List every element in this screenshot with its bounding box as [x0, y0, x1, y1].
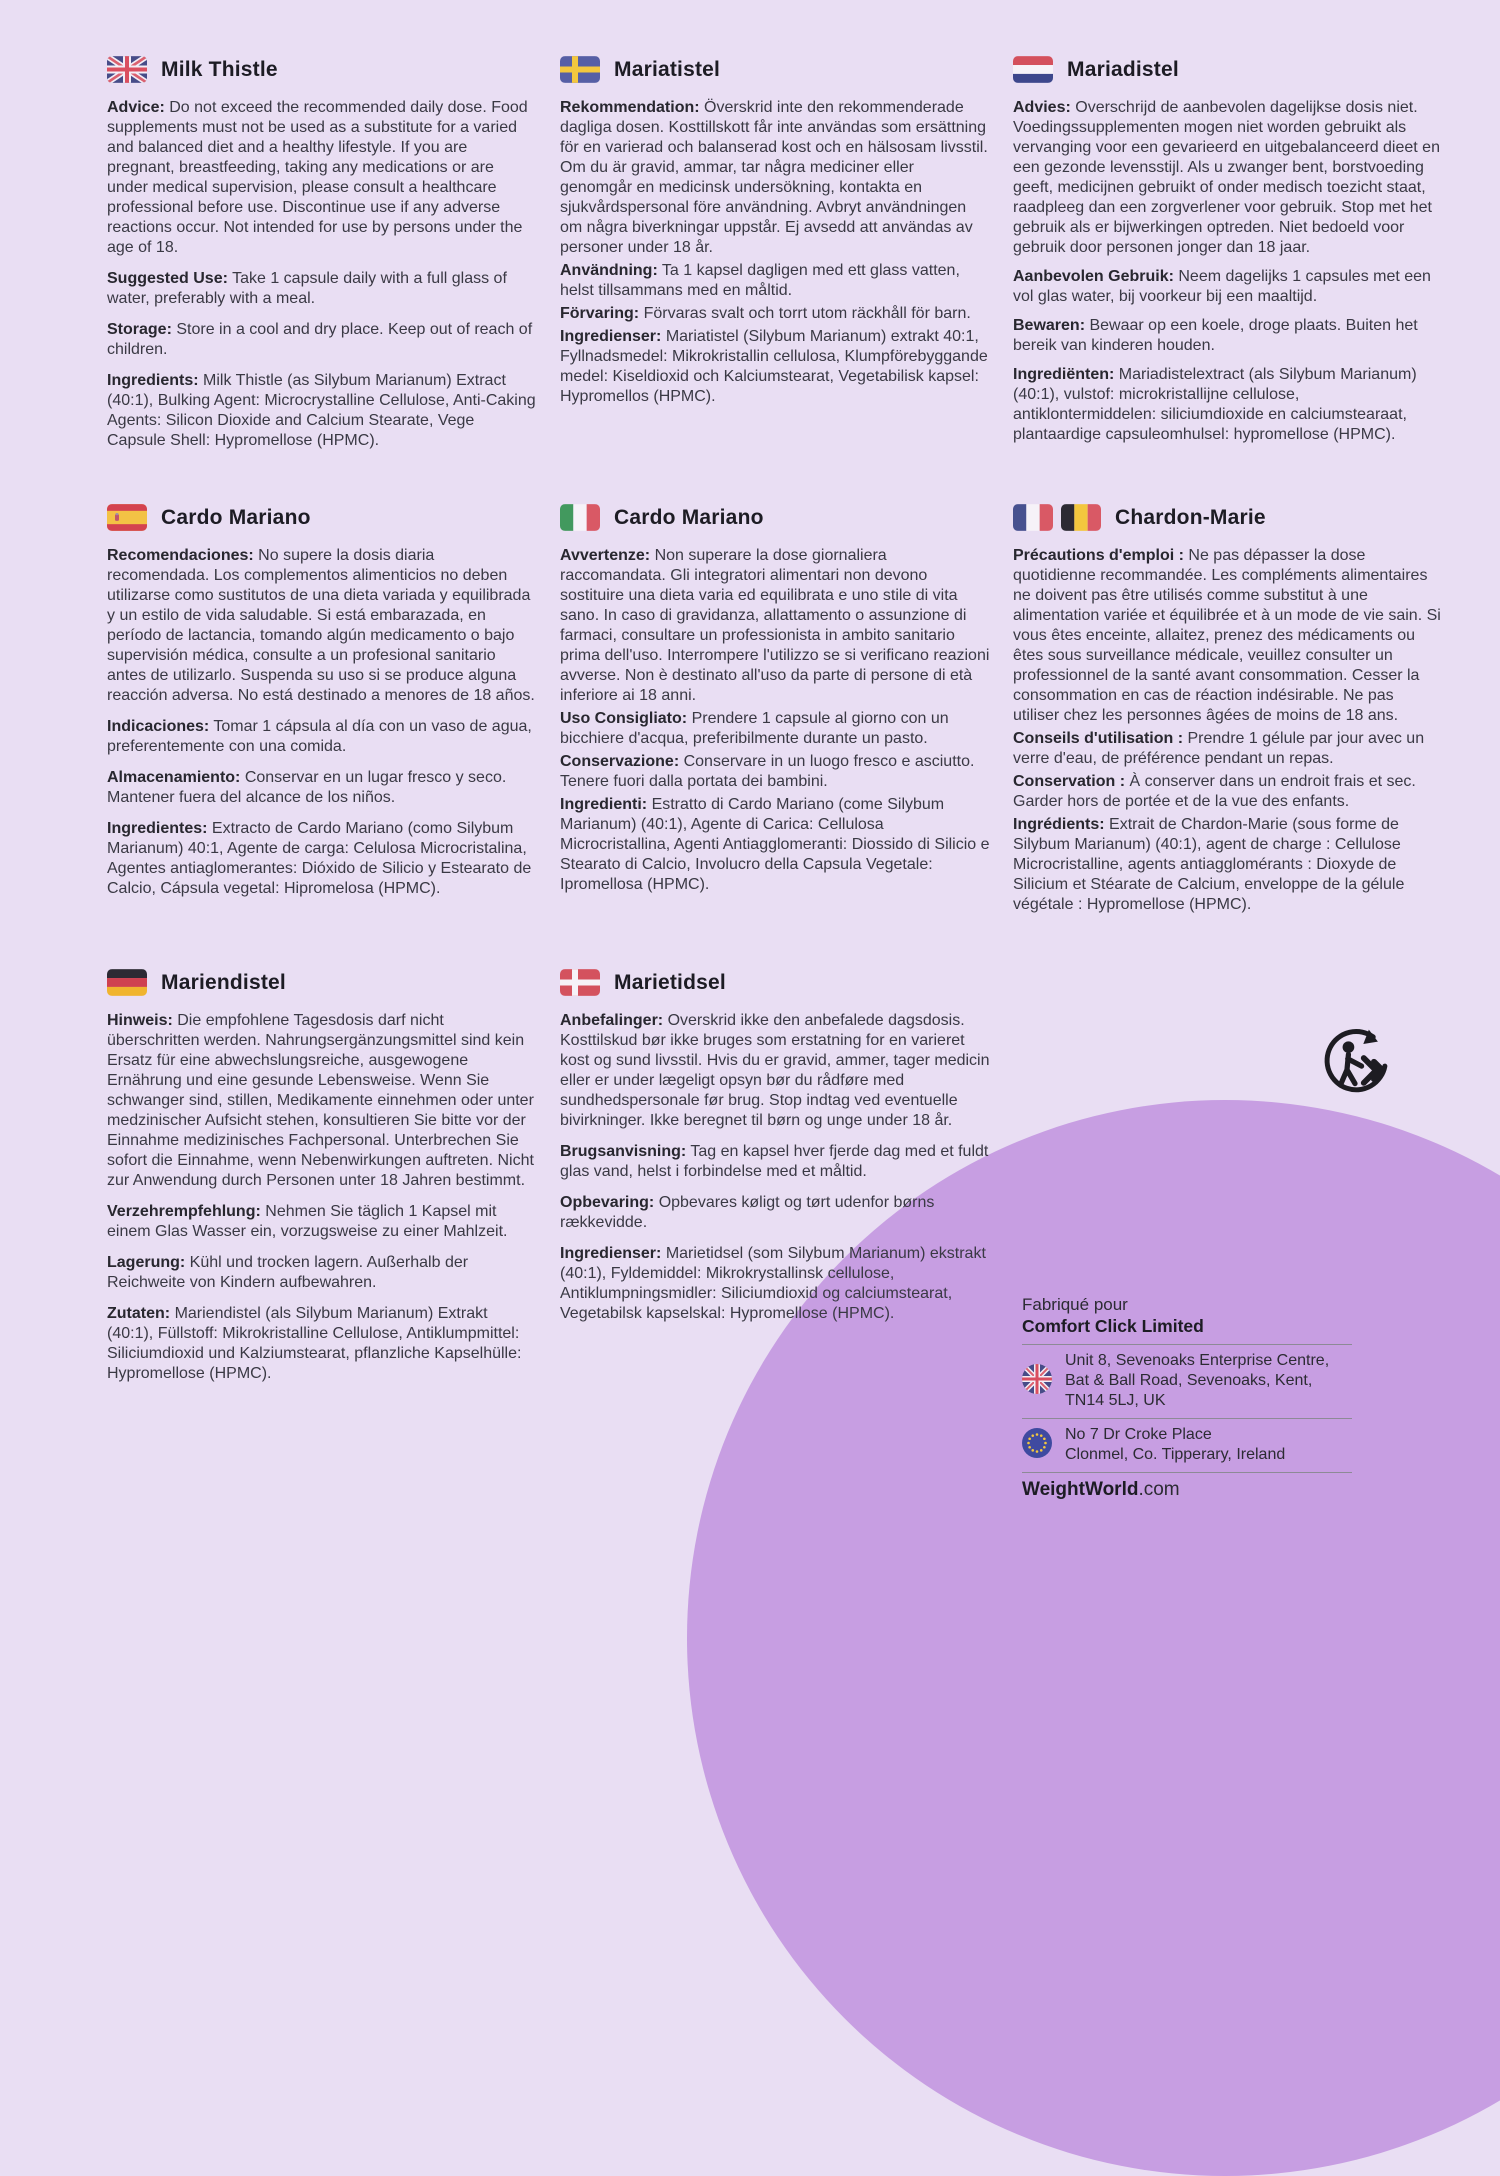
paragraph-text: Conservare in un luogo fresco e asciutto. Tenere fuori dalla portata dei bambini.	[560, 753, 975, 790]
paragraph	[107, 1253, 537, 1293]
uk-flag-icon	[107, 56, 147, 83]
made-for-label: Fabriqué pour	[1022, 1295, 1128, 1314]
paragraph	[107, 1202, 537, 1242]
uk-round-flag-icon	[1022, 1364, 1052, 1399]
paragraph-text: Non superare la dose giornaliera raccomandata. Gli integratori alimentari non devono sostituire una dieta varia ed equilibrata e uno stile di vita sano. In caso di gravidanza, allattamento o assunzione di farmaci, consultare un professionista in ambito sanitario prima dell'uso. Interrompere l'utilizzo se si verificano reazioni avverse. Non è destinato all'uso da parte di persone di età inferiore ai 18 anni.	[560, 547, 990, 704]
company-name: Comfort Click Limited	[1022, 1316, 1204, 1336]
paragraph-label: Conseils d'utilisation :	[1013, 730, 1184, 747]
paragraph-label: Zutaten:	[107, 1305, 171, 1322]
paragraph	[107, 1011, 537, 1191]
paragraph-text: Conservar en un lugar fresco y seco. Mantener fuera del alcance de los niños.	[107, 769, 507, 806]
paragraph	[107, 546, 537, 706]
paragraph	[107, 1304, 537, 1384]
paragraph	[107, 717, 537, 757]
paragraph-label: Conservation :	[1013, 773, 1126, 790]
paragraph-label: Opbevaring:	[560, 1194, 655, 1211]
paragraph-text: Prendere 1 capsule al giorno con un bicchiere d'acqua, preferibilmente durante un pasto.	[560, 710, 949, 747]
paragraph-label: Förvaring:	[560, 305, 640, 322]
section-spanish	[107, 504, 537, 910]
italy-flag-icon	[560, 504, 600, 531]
paragraph-label: Précautions d'emploi :	[1013, 547, 1184, 564]
france-flag-icon	[1013, 504, 1053, 531]
paragraph-label: Suggested Use:	[107, 270, 228, 287]
uk-address-row	[1022, 1351, 1352, 1411]
paragraph	[1013, 267, 1443, 307]
eu-address: No 7 Dr Croke Place Clonmel, Co. Tipperary, Ireland	[1065, 1426, 1286, 1463]
paragraph-label: Ingredienti:	[560, 796, 648, 813]
website-url: WeightWorld.com	[1022, 1479, 1180, 1500]
manufacturer-block	[1022, 1294, 1352, 1501]
triman-recycling-icon	[1320, 1026, 1390, 1101]
paragraph-text: Ta 1 kapsel dagligen med ett glass vatten, helst tillsammans med en måltid.	[560, 262, 960, 299]
section-header	[560, 504, 990, 531]
paragraph	[107, 269, 537, 309]
paragraph-text: Förvaras svalt och torrt utom räckhåll för barn.	[643, 305, 971, 322]
section-title: Cardo Mariano	[614, 505, 764, 529]
section-italian	[560, 504, 990, 898]
eu-address-row	[1022, 1425, 1352, 1465]
section-header	[107, 504, 537, 531]
paragraph	[560, 98, 990, 258]
paragraph-label: Advies:	[1013, 99, 1071, 116]
section-swedish	[560, 56, 990, 410]
paragraph-text: Mariendistel (als Silybum Marianum) Extrakt (40:1), Füllstoff: Mikrokristalline Cellulose, Antiklumpmittel: Siliciumdioxid und Kalziumstearat, pflanzliche Kapselhülle: Hypromellose (HPMC).	[107, 1305, 522, 1382]
paragraph-text: Ne pas dépasser la dose quotidienne recommandée. Les compléments alimentaires ne doivent pas être utilisés comme substitut à une alimentation variée et équilibrée et à un mode de vie sain. Si vous êtes enceinte, allaitez, prenez des médicaments ou êtes sous surveillance médicale, veuillez consulter un professionnel de la santé avant consommation. Cesser la consommation en cas de réaction indésirable. Ne pas utiliser chez les personnes âgées de moins de 18 ans.	[1013, 547, 1441, 724]
paragraph-label: Ingredients:	[107, 372, 199, 389]
paragraph-text: Die empfohlene Tagesdosis darf nicht überschritten werden. Nahrungsergänzungsmittel sind kein Ersatz für eine abwechslungsreiche, ausgewogene Ernährung und eine gesunde Lebensweise. Wenn Sie schwanger sind, stillen, Medikamente einnehmen oder unter medzinischer Aufsicht stehen, konsultieren Sie bitte vor der Einnahme medizinisches Fachpersonal. Unterbrechen Sie sofort die Einnahme, wenn Nebenwirkungen auftreten. Nicht zur Anwendung durch Personen unter 18 Jahren bestimmt.	[107, 1012, 534, 1189]
paragraph-label: Rekommendation:	[560, 99, 700, 116]
paragraph-label: Storage:	[107, 321, 172, 338]
paragraph-text: Bewaar op een koele, droge plaats. Buiten het bereik van kinderen houden.	[1013, 317, 1418, 354]
divider	[1022, 1344, 1352, 1345]
paragraph-text: Overskrid ikke den anbefalede dagsdosis. Kosttilskud bør ikke bruges som erstatning for en varieret kost og sund livsstil. Hvis du er gravid, ammer, tager medicin eller er under lægeligt opsyn bør du rådføre med sundhedspersonale før brug. Stop indtag ved eventuelle bivirkninger. Ikke beregnet til børn og unge under 18 år.	[560, 1012, 990, 1129]
paragraph-text: Prendre 1 gélule par jour avec un verre d'eau, de préférence pendant un repas.	[1013, 730, 1425, 767]
paragraph	[1013, 815, 1443, 915]
paragraph-label: Hinweis:	[107, 1012, 173, 1029]
paragraph-text: Tomar 1 cápsula al día con un vaso de agua, preferentemente con una comida.	[107, 718, 532, 755]
section-header	[1013, 56, 1443, 83]
eu-flag-icon	[1022, 1428, 1052, 1463]
section-dutch	[1013, 56, 1443, 454]
divider	[1022, 1472, 1352, 1473]
paragraph-label: Ingrédients:	[1013, 816, 1105, 833]
denmark-flag-icon	[560, 969, 600, 996]
paragraph	[107, 819, 537, 899]
paragraph	[560, 1011, 990, 1131]
paragraph-text: No supere la dosis diaria recomendada. Los complementos alimenticios no deben utilizarse como sustitutos de una dieta variada y equilibrada y un estilo de vida saludable. Si está embarazada, en período de lactancia, tomando algún medicamento o bajo supervisión médica, consulte a un profesional sanitario antes de utilizarlo. Suspenda su uso si se produce alguna reacción adversa. No está destinado a menores de 18 años.	[107, 547, 535, 704]
sweden-flag-icon	[560, 56, 600, 83]
paragraph-text: Marietidsel (som Silybum Marianum) ekstrakt (40:1), Fyldemiddel: Mikrokrystallinsk cellulose, Antiklumpningsmidler: Siliciumdioxid og calciumstearat, Vegetabilsk kapselskal: Hypromellose (HPMC).	[560, 1245, 986, 1322]
section-german	[107, 969, 537, 1395]
paragraph	[560, 1193, 990, 1233]
section-title: Chardon-Marie	[1115, 505, 1266, 529]
paragraph	[107, 371, 537, 451]
paragraph	[1013, 546, 1443, 726]
paragraph-label: Conservazione:	[560, 753, 680, 770]
section-header	[107, 56, 537, 83]
paragraph-text: Overschrijd de aanbevolen dagelijkse dosis niet. Voedingssupplementen mogen niet worden gebruikt als vervanging voor een gevarieerd en uitgebalanceerd dieet en een gezonde levensstijl. Als u zwanger bent, borstvoeding geeft, medicijnen gebruikt of onder medisch toezicht staat, raadpleeg dan een zorgverlener voor gebruik. Stop met het gebruik als er bijwerkingen optreden. Niet bedoeld voor gebruik door personen jonger dan 18 jaar.	[1013, 99, 1440, 256]
paragraph-label: Indicaciones:	[107, 718, 210, 735]
section-title: Mariendistel	[161, 970, 286, 994]
paragraph	[107, 320, 537, 360]
paragraph-text: Kühl und trocken lagern. Außerhalb der Reichweite von Kindern aufbewahren.	[107, 1254, 469, 1291]
section-danish	[560, 969, 990, 1335]
paragraph	[560, 1142, 990, 1182]
belgium-flag-icon	[1061, 504, 1101, 531]
section-title: Cardo Mariano	[161, 505, 311, 529]
paragraph-text: Take 1 capsule daily with a full glass of water, preferably with a meal.	[107, 270, 507, 307]
paragraph	[560, 327, 990, 407]
paragraph-text: Mariadistelextract (als Silybum Marianum) (40:1), vulstof: microkristallijne cellulose, antiklontermiddelen: siliciumdioxide en calciumstearaat, plantaardige capsuleomhulsel: hypromellose (HPMC).	[1013, 366, 1417, 443]
spain-flag-icon	[107, 504, 147, 531]
paragraph-label: Bewaren:	[1013, 317, 1086, 334]
paragraph	[560, 261, 990, 301]
paragraph-label: Ingredienser:	[560, 328, 662, 345]
paragraph-label: Brugsanvisning:	[560, 1143, 687, 1160]
paragraph-label: Advice:	[107, 99, 165, 116]
paragraph-label: Verzehrempfehlung:	[107, 1203, 261, 1220]
paragraph-label: Uso Consigliato:	[560, 710, 688, 727]
paragraph	[560, 709, 990, 749]
section-title: Marietidsel	[614, 970, 726, 994]
paragraph	[1013, 365, 1443, 445]
uk-address: Unit 8, Sevenoaks Enterprise Centre, Bat & Ball Road, Sevenoaks, Kent, TN14 5LJ, UK	[1065, 1352, 1330, 1409]
paragraph-text: Do not exceed the recommended daily dose. Food supplements must not be used as a substitute for a varied and balanced diet and a healthy lifestyle. If you are pregnant, breastfeeding, taking any medications or are under medical supervision, please consult a healthcare professional before use. Discontinue use if any adverse reactions occur. Not intended for use by persons under the age of 18.	[107, 99, 528, 256]
paragraph-text: Estratto di Cardo Mariano (come Silybum Marianum) (40:1), Agente di Carica: Cellulosa Microcristallina, Agenti Antiagglomeranti: Diossido di Silicio e Stearato di Calcio, Involucro della Capsula Vegetale: Ipromellosa (HPMC).	[560, 796, 990, 893]
section-header	[560, 56, 990, 83]
paragraph-label: Lagerung:	[107, 1254, 186, 1271]
paragraph-text: Nehmen Sie täglich 1 Kapsel mit einem Glas Wasser ein, vorzugsweise zu einer Mahlzeit.	[107, 1203, 508, 1240]
divider	[1022, 1418, 1352, 1419]
paragraph-label: Ingredienser:	[560, 1245, 662, 1262]
paragraph-label: Ingredientes:	[107, 820, 208, 837]
paragraph	[560, 1244, 990, 1324]
paragraph	[560, 304, 990, 324]
netherlands-flag-icon	[1013, 56, 1053, 83]
paragraph-label: Aanbevolen Gebruik:	[1013, 268, 1174, 285]
paragraph	[560, 752, 990, 792]
paragraph	[1013, 729, 1443, 769]
section-header	[1013, 504, 1443, 531]
paragraph-text: À conserver dans un endroit frais et sec. Garder hors de portée et de la vue des enfants.	[1013, 773, 1416, 810]
paragraph-text: Extracto de Cardo Mariano (como Silybum Marianum) 40:1, Agente de carga: Celulosa Microcristalina, Agentes antiaglomerantes: Dióxido de Silicio y Estearato de Calcio, Cápsula vegetal: Hipromelosa (HPMC).	[107, 820, 532, 897]
paragraph-text: Opbevares køligt og tørt udenfor børns rækkevidde.	[560, 1194, 935, 1231]
paragraph-label: Ingrediënten:	[1013, 366, 1115, 383]
paragraph	[1013, 316, 1443, 356]
paragraph	[1013, 772, 1443, 812]
paragraph-text: Extrait de Chardon-Marie (sous forme de Silybum Marianum) (40:1), agent de charge : Cellulose Microcristalline, agents antiagglomérants : Dioxyde de Silicium et Stéarate de Calcium, enveloppe de la gélule végétale : Hypromellose (HPMC).	[1013, 816, 1405, 913]
paragraph-text: Neem dagelijks 1 capsules met een vol glas water, bij voorkeur bij een maaltijd.	[1013, 268, 1431, 305]
paragraph-label: Almacenamiento:	[107, 769, 241, 786]
paragraph-label: Recomendaciones:	[107, 547, 254, 564]
section-header	[560, 969, 990, 996]
paragraph	[107, 768, 537, 808]
section-header	[107, 969, 537, 996]
paragraph	[107, 98, 537, 258]
paragraph-text: Mariatistel (Silybum Marianum) extrakt 40:1, Fyllnadsmedel: Mikrokristallin cellulosa, Klumpförebyggande medel: Kiseldioxid och Kalciumstearat, Vegetabilisk kapsel: Hypromellos (HPMC).	[560, 328, 988, 405]
section-title: Milk Thistle	[161, 57, 278, 81]
section-title: Mariadistel	[1067, 57, 1179, 81]
section-title: Mariatistel	[614, 57, 721, 81]
paragraph	[560, 795, 990, 895]
paragraph	[1013, 98, 1443, 258]
paragraph-label: Avvertenze:	[560, 547, 651, 564]
section-english	[107, 56, 537, 462]
paragraph-text: Tag en kapsel hver fjerde dag med et fuldt glas vand, helst i forbindelse med et måltid.	[560, 1143, 989, 1180]
section-french	[1013, 504, 1443, 918]
paragraph-text: Milk Thistle (as Silybum Marianum) Extract (40:1), Bulking Agent: Microcrystalline Cellulose, Anti-Caking Agents: Silicon Dioxide and Calcium Stearate, Vege Capsule Shell: Hypromellose (HPMC).	[107, 372, 536, 449]
paragraph-text: Store in a cool and dry place. Keep out of reach of children.	[107, 321, 533, 358]
paragraph-label: Användning:	[560, 262, 658, 279]
paragraph-label: Anbefalinger:	[560, 1012, 664, 1029]
paragraph	[560, 546, 990, 706]
germany-flag-icon	[107, 969, 147, 996]
paragraph-text: Överskrid inte den rekommenderade dagliga dosen. Kosttillskott får inte användas som ersättning för en varierad och balanserad kost och en hälsosam livsstil. Om du är gravid, ammar, tar några mediciner eller genomgår en medicinsk undersökning, kontakta en sjukvårdspersonal före användning. Avbryt användningen om några biverkningar uppstår. Ej avsedd att användas av personer under 18 år.	[560, 99, 988, 256]
